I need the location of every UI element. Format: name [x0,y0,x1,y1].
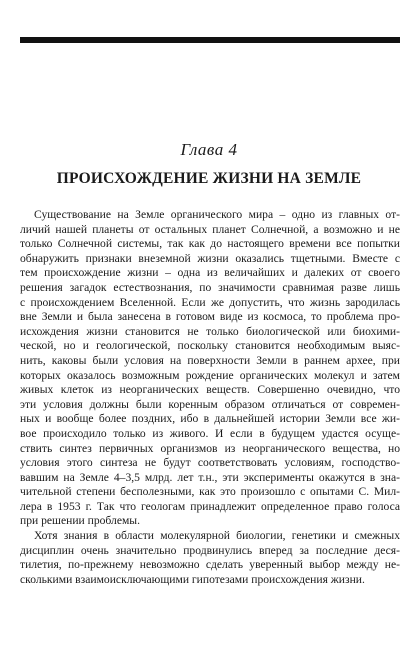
text-line: условия этого синтеза не будут соответствовать условиям, господство- [20,456,400,470]
text-line: вое происходило только из живого. И если в будущем удастся осуще- [20,426,400,440]
header-rule [20,37,400,43]
text-line: решения загадок естествознания, по значимости сравнимая разве лишь [20,280,400,294]
body-text [20,208,400,587]
chapter-label: Глава 4 [180,140,238,159]
text-line: тем происхождение жизни – одна из величайших и далеких от своего [20,266,400,280]
text-line: Существование на Земле органического мира – одно из главных от- [34,208,400,221]
text-line: обнаружить признаки внеземной жизни оказались тщетными. Вместе с [20,251,400,265]
text-line: вавшим на Земле 4–3,5 млрд. лет т.н., эти эксперименты окажутся в зна- [20,470,400,484]
text-line: вне Земли и была занесена в готовом виде из космоса, то проблема про- [20,310,400,324]
paragraph-1 [20,208,400,529]
text-line: которых оказалось возможным рождение органических молекул и затем [20,368,400,382]
text-line: личий нашей планеты от остальных планет Солнечной, а возможно и не [20,222,400,236]
text-line: при решении проблемы. [20,514,140,528]
text-line: дисциплин очень значительно продвинулись вперед за последние деся- [20,543,400,557]
text-line: эти условия должны были коренным образом отличаться от современ- [20,397,400,411]
text-line: чительной степени бесполезными, как это произошло с опытами С. Мил- [20,485,400,499]
text-line: исхождения жизни становится не только биологической или биохими- [20,324,400,338]
text-line: тилетия, по-прежнему невозможно сделать уверенный выбор между не- [20,558,400,572]
paragraph-2 [20,529,400,587]
text-line: сколькими взаимоисключающими гипотезами происхождения жизни. [20,572,365,586]
text-line: ных и вообще более поздних, ибо в дальнейшей истории Земли все жи- [20,412,400,426]
chapter-title: ПРОИСХОЖДЕНИЕ ЖИЗНИ НА ЗЕМЛЕ [56,170,362,187]
text-line: Хотя знания в области молекулярной биологии, генетики и смежных [34,529,400,543]
text-line: ствить синтез первичных организмов из неорганического вещества, но [20,441,400,455]
text-line: живых клеток из неорганических веществ. Совершенно очевидно, что [20,383,400,397]
text-line: лера в 1953 г. Так что геологам принадлежит определенное право голоса [20,499,400,513]
text-line: нить, каковы были условия на поверхности Земли в раннем архее, при [20,353,400,367]
text-line: только Солнечной системы, так как до настоящего времени все попытки [20,237,400,251]
text-line: с происхождением Вселенной. Если же допустить, что жизнь зародилась [20,295,400,309]
text-line: ческой, но и геологической, поскольку становится необходимым выяс- [20,339,400,353]
